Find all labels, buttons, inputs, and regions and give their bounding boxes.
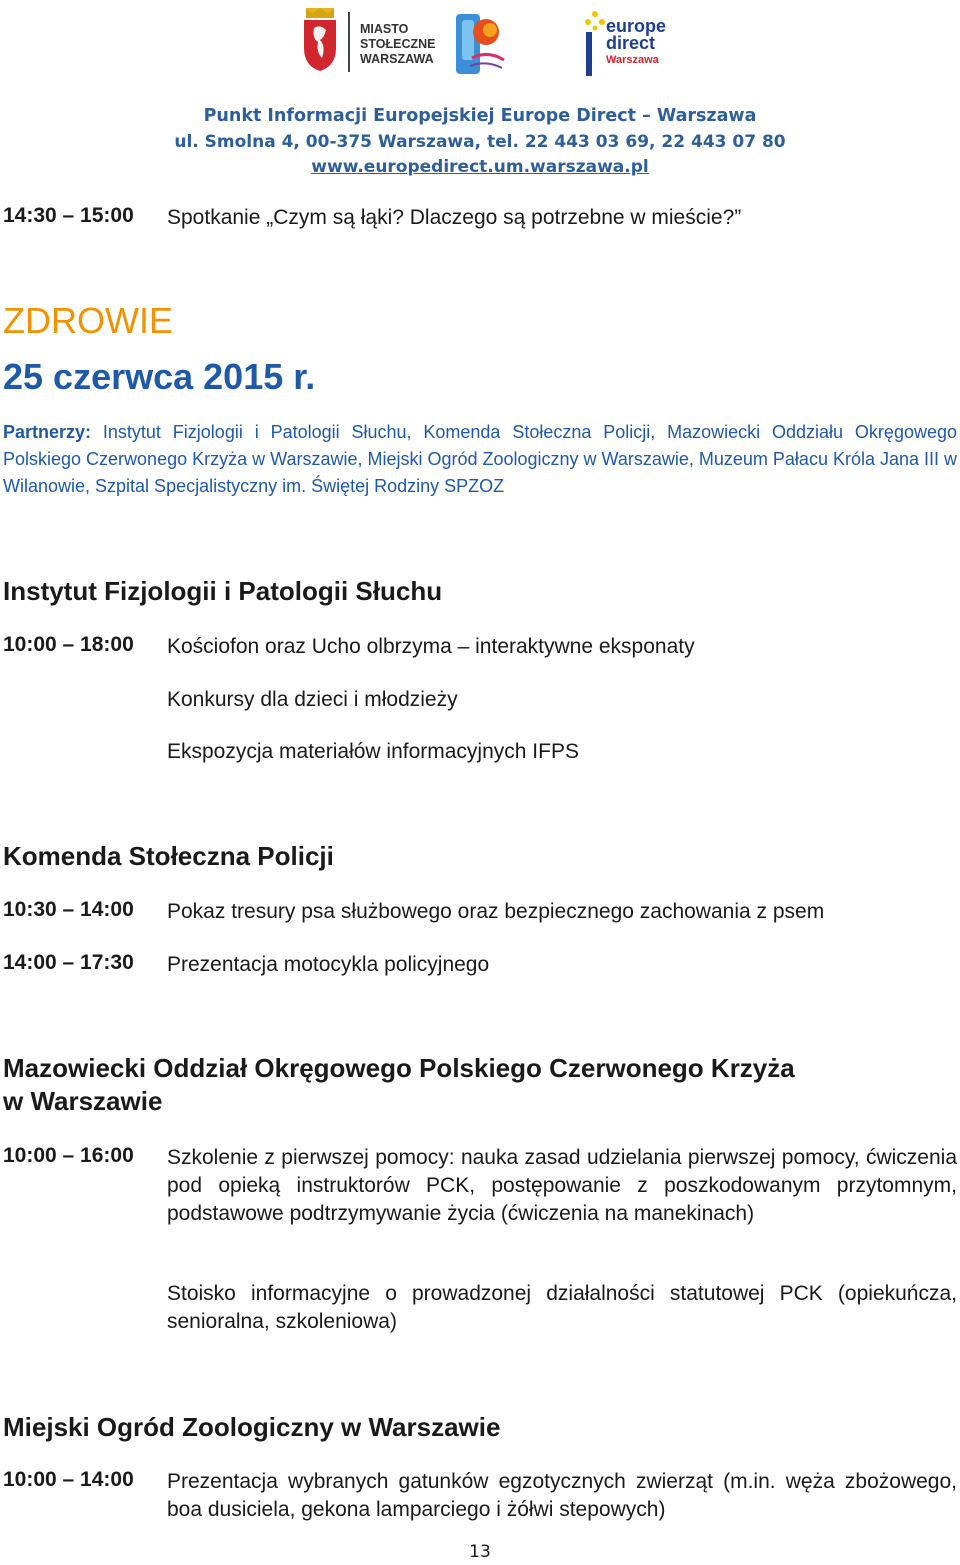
heading-ksp: Komenda Stołeczna Policji — [3, 841, 334, 871]
event-desc: Spotkanie „Czym są łąki? Dlaczego są potrzebne w mieście?” — [167, 206, 742, 229]
event-time: 14:30 – 15:00 — [3, 204, 134, 227]
event-desc: Prezentacja wybranych gatunków egzotycznych zwierząt (m.in. węża zbożowego, boa dusiciela, gekona lamparciego i żółwi stepowych) — [167, 1470, 957, 1521]
page-header — [0, 0, 960, 190]
event-time: 10:00 – 18:00 — [3, 633, 134, 656]
partners-paragraph — [3, 419, 957, 500]
event-desc: Ekspozycja materiałów informacyjnych IFPS — [167, 740, 579, 763]
office-address: ul. Smolna 4, 00-375 Warszawa, tel. 22 443 03 69, 22 443 07 80 — [174, 131, 786, 152]
office-name: Punkt Informacji Europejskiej Europe Direct – Warszawa — [203, 106, 757, 126]
event-time: 10:30 – 14:00 — [3, 898, 134, 921]
contact-info — [0, 104, 960, 181]
event-desc: Stoisko informacyjne o prowadzonej działalności statutowej PCK (opiekuńcza, senioralna, szkoleniowa) — [167, 1282, 957, 1333]
event-desc: Kościofon oraz Ucho olbrzyma – interaktywne eksponaty — [167, 635, 695, 658]
city-logo-text: MIASTO STOŁECZNE WARSZAWA — [360, 22, 436, 66]
website-link[interactable]: www.europedirect.um.warszawa.pl — [311, 157, 649, 177]
heading-pck: Mazowiecki Oddział Okręgowego Polskiego Czerwonego Krzyża w Warszawie — [3, 1053, 795, 1116]
section-title: ZDROWIE — [3, 300, 173, 341]
logo-bar — [0, 8, 960, 88]
heading-zoo: Miejski Ogród Zoologiczny w Warszawie — [3, 1412, 501, 1442]
section-date: 25 czerwca 2015 r. — [3, 356, 316, 397]
europe-direct-stars-icon — [584, 8, 606, 80]
event-desc: Szkolenie z pierwszej pomocy: nauka zasad udzielania pierwszej pomocy, ćwiczenia pod opieką instruktorów PCK, postępowanie z poszkodowanym przytomnym, podstawowe podtrzymywanie życia (ćwiczenia na manekinach) — [167, 1146, 957, 1225]
event-desc: Prezentacja motocykla policyjnego — [167, 953, 490, 976]
logo-divider — [348, 12, 350, 72]
europe-direct-logo-text: europe direct Warszawa — [606, 16, 667, 66]
event-time: 10:00 – 16:00 — [3, 1144, 134, 1167]
warsaw-coat-of-arms-icon — [300, 8, 340, 72]
partners-text: Instytut Fizjologii i Patologii Słuchu, Komenda Stołeczna Policji, Mazowiecki Oddziału Okręgowego Polskiego Czerwonego Krzyża w Warszawie, Miejski Ogród Zoologiczny w Warszawie, Muzeum Pałacu Króla Jana III w Wilanowie, Szpital Specjalistyczny im. Świętej Rodziny SPZOZ — [3, 422, 958, 496]
event-logo-icon — [452, 10, 508, 82]
event-time: 10:00 – 14:00 — [3, 1468, 134, 1491]
page-number: 13 — [469, 1542, 491, 1562]
event-desc: Pokaz tresury psa służbowego oraz bezpiecznego zachowania z psem — [167, 900, 825, 923]
partners-label: Partnerzy: — [3, 422, 92, 442]
event-time: 14:00 – 17:30 — [3, 951, 134, 974]
event-desc: Konkursy dla dzieci i młodzieży — [167, 688, 458, 711]
heading-ifps: Instytut Fizjologii i Patologii Słuchu — [3, 576, 443, 606]
